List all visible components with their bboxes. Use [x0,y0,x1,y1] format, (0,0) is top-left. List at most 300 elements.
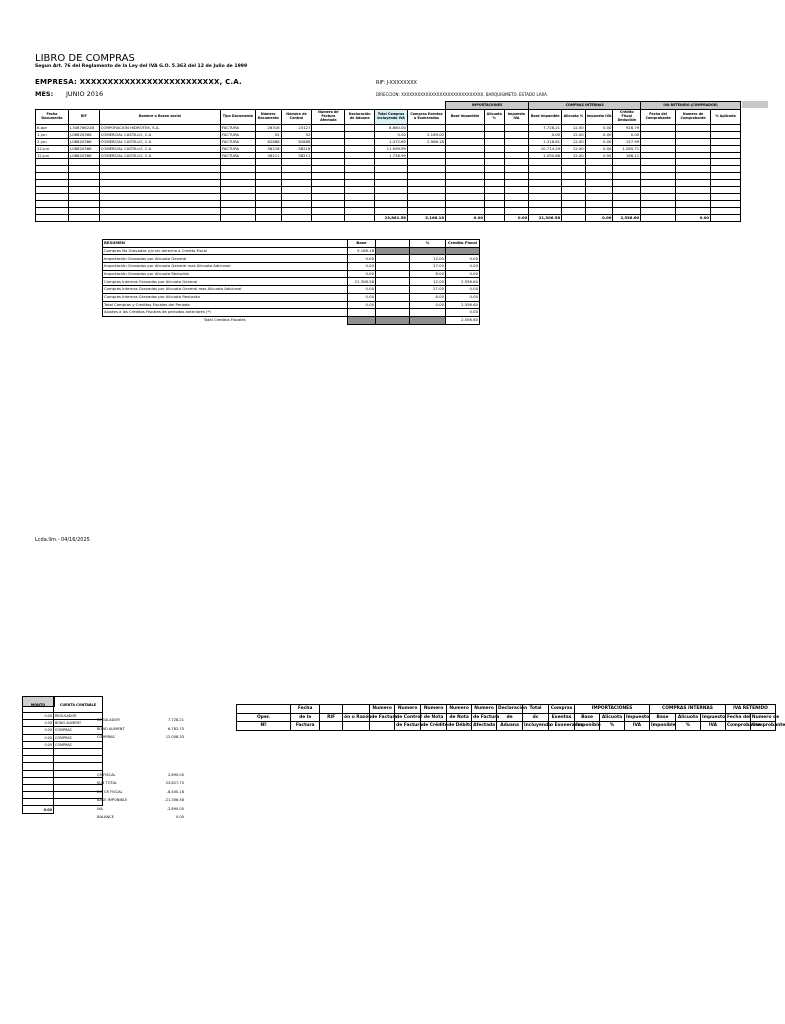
table-cell [676,180,711,187]
ledger-amount [23,777,54,784]
side-value: 12.008.33 [165,735,184,740]
table-cell [220,200,255,207]
table-cell: 1.550.88 [529,152,562,159]
table-cell [220,187,255,194]
bottom-header-cell: Numero de [751,714,780,720]
table-cell [711,200,741,207]
table-cell [676,200,711,207]
summary-cell: Compras No Gravadas y/o sin derecho a Credito Fiscal [103,247,348,255]
bottom-header-cell: Declaración [498,706,528,712]
summary-cell: 27.00 [410,286,446,294]
table-cell: 12-jun [36,152,69,159]
column-header: Número de Control [281,110,312,125]
table-cell [345,138,375,145]
table-cell: 1-jun [36,131,69,138]
total-cell [36,214,69,222]
table-cell [676,159,711,166]
table-row [36,125,741,132]
table-cell [312,180,345,187]
table-cell [220,166,255,173]
table-cell [562,200,586,207]
summary-row [103,278,480,286]
table-cell [562,207,586,214]
summary-cell [376,263,410,271]
bottom-header-cell: de Factura [371,714,398,720]
table-cell [641,187,676,194]
ledger-amount [23,792,54,799]
table-cell [220,207,255,214]
table-cell: 6-apr [36,125,69,132]
table-cell [529,187,562,194]
table-cell [312,207,345,214]
ledger-account [54,748,103,755]
company-rif: RIF: J-XXXXXXXX [376,80,417,86]
summary-cell [376,286,410,294]
bottom-header-cell: Imponible [576,723,601,729]
side-label: BONO ALIMENT [97,726,125,731]
summary-cell: 0.00 [410,301,446,309]
side-label: CR FISCAL [97,773,116,777]
summary-cell: 0.00 [446,309,480,317]
table-cell [485,207,505,214]
table-cell [345,200,375,207]
table-cell [445,166,484,173]
ledger-row [23,727,103,734]
summary-cell: 0.00 [446,293,480,301]
table-cell [641,131,676,138]
total-cell [220,214,255,222]
table-cell [613,193,641,200]
table-cell: 58218 [255,145,281,152]
table-cell [281,173,312,180]
bottom-header-cell [237,705,291,714]
table-cell [345,152,375,159]
side-label: BALANCE [97,815,114,819]
table-cell: FACTURA [220,131,255,138]
column-header: Compras Exentas o Exoneradas [407,110,445,125]
total-cell: 0.00 [585,214,613,222]
summary-cell: Importación Gravadas por Alicuota General mas Alicuota Adicional [103,263,348,271]
total-cell [281,214,312,222]
total-cell [485,214,505,222]
column-header: Numero de Comprobante [676,110,711,125]
table-cell [255,173,281,180]
table-row [36,145,741,152]
table-cell [255,193,281,200]
summary-total-row [103,316,480,324]
table-cell: 2-jun [36,138,69,145]
bottom-header-cell: % [600,722,625,731]
summary-cell: 0.00 [348,263,376,271]
summary-cell: 0.00 [446,270,480,278]
ledger-row [23,741,103,748]
table-cell [312,200,345,207]
summary-cell: 0.00 [348,301,376,309]
side-value: 0.00 [175,815,184,819]
table-cell [711,145,741,152]
total-cell [641,214,676,222]
column-header: Alicuota % [485,110,505,125]
column-header: % Aplicado [711,110,741,125]
table-cell [68,200,99,207]
bottom-header-cell: Afectada [473,723,496,729]
summary-row [103,286,480,294]
table-row-empty [36,207,741,214]
summary-cell: 27.00 [410,263,446,271]
table-cell [407,145,445,152]
column-header: Número Documento [255,110,281,125]
bottom-header-cell: de Factura [473,714,500,720]
table-cell [36,187,69,194]
table-cell [281,166,312,173]
bottom-header-cell [343,722,370,731]
table-cell [36,166,69,173]
bottom-header-cell: % [675,722,700,731]
bottom-header-cell: Numero [421,705,447,714]
table-cell [562,173,586,180]
table-cell: 10.714.29 [529,145,562,152]
table-cell: 12.00 [562,145,586,152]
bottom-header-cell: IMPORTACIONES [575,705,650,714]
table-cell [312,138,345,145]
table-cell [445,152,484,159]
table-cell: COMERCIAL CASTILLO, C.A [99,152,220,159]
table-cell [99,193,220,200]
ledger-row [23,784,103,791]
table-cell [485,152,505,159]
table-cell [68,159,99,166]
table-cell [504,125,529,132]
column-header: Base Imponible [529,110,562,125]
table-cell [504,200,529,207]
table-cell [68,193,99,200]
ledger-row [23,777,103,784]
summary-cell: 0.00 [446,286,480,294]
table-cell: 62888 [255,138,281,145]
bottom-header-cell: Exentas [549,713,575,722]
table-cell [641,125,676,132]
bottom-header-cell: o Exoneradas [550,723,584,729]
table-cell [562,187,586,194]
table-cell [711,131,741,138]
company-address: DIRECCION: XXXXXXXXXXXXXXXXXXXXXXXXXXXXXX. BARQUISIMETO. ESTADO LARA. [376,92,549,97]
table-cell [99,207,220,214]
table-cell [345,125,375,132]
summary-cell [410,247,446,255]
summary-cell: 0.00 [348,270,376,278]
bottom-header-table [236,704,785,731]
table-cell: FACTURA [220,145,255,152]
table-row-empty [36,173,741,180]
summary-row [103,255,480,263]
table-cell [281,193,312,200]
bottom-header-cell: IVA [624,722,649,731]
table-cell [529,159,562,166]
table-cell [445,200,484,207]
table-cell: 8.660.00 [375,125,408,132]
bottom-header-cell: IVA RETENIDO [725,705,775,714]
bottom-header-cell: dc [523,713,549,722]
ledger-amount: 0.00 [23,720,54,727]
table-cell: 2.966.18 [407,138,445,145]
table-cell [485,193,505,200]
ledger-row [23,734,103,741]
month-label: MES: [35,90,54,98]
table-cell [345,207,375,214]
table-cell [445,138,484,145]
table-cell [36,173,69,180]
table-cell: 12.00 [562,131,586,138]
table-cell [68,207,99,214]
table-cell: 12-jun [36,145,69,152]
total-cell: 0.00 [445,214,484,222]
bottom-header-cell: Alicuota [600,713,625,722]
table-cell: 23127 [281,125,312,132]
table-cell [711,193,741,200]
ledger-amount: 0.00 [23,734,54,741]
sheet-edge-tab [742,101,768,108]
bottom-header-cell: de la [291,713,320,722]
bottom-header-cell [343,705,370,714]
bottom-header-cell: de Crédito [422,723,448,729]
table-cell [407,187,445,194]
table-row-empty [36,180,741,187]
summary-total-value: 2.556.60 [446,316,480,324]
table-row [36,152,741,159]
table-cell [345,166,375,173]
table-row [36,131,741,138]
summary-cell [410,309,446,317]
table-cell [585,207,613,214]
summary-cell [446,247,480,255]
summary-cell [376,247,410,255]
table-cell [375,187,408,194]
bottom-header-cell: Base [575,713,600,722]
ledger-account [54,770,103,777]
ledger-table [22,696,103,814]
table-cell [255,207,281,214]
table-cell: FACTURA [220,125,255,132]
group-compras-internas: COMPRAS INTERNAS [529,102,641,110]
summary-header-cell: RESUMEN [103,240,348,248]
total-cell: 0.00 [676,214,711,222]
table-row [36,138,741,145]
bottom-header-cell: Incluyendo [524,723,552,729]
table-cell [407,166,445,173]
total-cell: 21,306.58 [529,214,562,222]
table-cell [641,173,676,180]
ledger-amount: 0.00 [23,741,54,748]
summary-cell: 2.556.60 [446,301,480,309]
summary-cell: Compras Internas Gravadas por Alicuota Reducida [103,293,348,301]
table-cell [312,131,345,138]
ledger-amount [23,784,54,791]
table-cell [345,187,375,194]
table-cell [255,166,281,173]
summary-cell: 0.00 [348,293,376,301]
ledger-account: COMPRAS [54,727,103,734]
side-label: SUB TOTAL [97,781,117,786]
bottom-header-cell: Total [523,705,549,714]
column-header: Fecha Documento [36,110,69,125]
summary-row [103,301,480,309]
bottom-header-cell: COMPRAS INTERNAS [649,705,725,714]
table-cell [504,207,529,214]
summary-cell: 8.00 [410,293,446,301]
table-cell [375,200,408,207]
ledger-header-row [23,697,103,713]
table-cell [676,173,711,180]
side-label: DIF CR FISCAL [97,789,123,794]
table-row-empty [36,200,741,207]
table-cell [68,173,99,180]
table-cell [585,180,613,187]
summary-row [103,247,480,255]
summary-cell [348,309,376,317]
ledger-row [23,756,103,763]
ledger-header-cell: MONTO [23,697,54,713]
table-cell: 1.472.60 [375,138,408,145]
table-cell: J-08820366 [68,131,99,138]
summary-cell [376,278,410,286]
ledger-amount: 0.00 [23,713,54,720]
table-cell [585,200,613,207]
table-cell [711,173,741,180]
table-cell [485,145,505,152]
total-cell: 0.00 [504,214,529,222]
table-cell [585,187,613,194]
table-cell [407,180,445,187]
table-cell [613,187,641,194]
table-cell: 58211 [255,152,281,159]
table-cell: J-08820366 [68,145,99,152]
table-cell: 0.00 [585,125,613,132]
table-cell [281,207,312,214]
table-cell [345,180,375,187]
table-cell [445,173,484,180]
table-cell: 157.99 [613,138,641,145]
ledger-header-cell: CUENTA CONTABLE [54,697,103,713]
table-cell [676,152,711,159]
side-value: -21.306.58 [164,798,184,803]
table-cell [485,166,505,173]
ledger-account: COMPRAS [54,741,103,748]
totals-row [36,214,741,222]
month-value: JUNIO 2016 [66,90,104,98]
table-cell [504,145,529,152]
table-cell [641,159,676,166]
table-cell [485,200,505,207]
table-cell [641,138,676,145]
bottom-header-cell: Base [649,713,675,722]
table-cell: J-08820366 [68,138,99,145]
bottom-header-row [237,722,776,731]
table-cell: 58211 [281,152,312,159]
ledger-account [54,792,103,799]
table-cell [641,207,676,214]
ledger-amount [23,799,54,806]
table-cell [711,187,741,194]
side-label: COMPRAS [97,735,115,740]
summary-cell: Importación Gravadas por Alicuota General [103,255,348,263]
bottom-header-cell: Compras [549,705,575,714]
table-cell [504,166,529,173]
bottom-header-cell: Fecha [291,705,320,714]
table-cell [445,131,484,138]
bottom-header-cell: Numero [370,705,395,714]
bottom-header-cell: Impuesto [625,714,650,720]
ledger-amount [23,763,54,770]
company-name: EMPRESA: XXXXXXXXXXXXXXXXXXXXXXXXX, C.A. [35,78,242,86]
summary-row [103,293,480,301]
column-header: Fecha del Comprobante [641,110,676,125]
table-cell [36,200,69,207]
table-cell [255,200,281,207]
bottom-header-cell [370,722,395,731]
summary-cell: Compras Internas Gravadas por Alicuota General [103,278,348,286]
table-cell [676,193,711,200]
summary-cell: 12.00 [410,278,446,286]
total-cell: 5,166.18 [407,214,445,222]
summary-table [102,239,480,325]
table-cell [407,125,445,132]
summary-cell [376,301,410,309]
table-cell [445,207,484,214]
ledger-row [23,770,103,777]
table-cell [281,159,312,166]
side-value: 7.728.21 [167,718,184,722]
bottom-header-cell: de Nota [421,713,447,722]
column-header: Nombre o Razon social [99,110,220,125]
table-cell [641,145,676,152]
table-cell [68,180,99,187]
column-header: Declaración de Aduana [345,110,375,125]
table-cell [711,152,741,159]
summary-cell: 0.00 [446,255,480,263]
table-cell [345,173,375,180]
side-value: 6.782.75 [167,726,184,731]
total-cell [711,214,741,222]
total-cell [68,214,99,222]
summary-cell [376,293,410,301]
table-cell [375,159,408,166]
total-cell: 23,861.58 [375,214,408,222]
table-cell [345,193,375,200]
column-header: Numero de Factura Afectada [312,110,345,125]
table-cell [99,166,220,173]
summary-header-cell: % [410,240,446,248]
table-cell: COMERCIAL CASTILLO, C.A [99,138,220,145]
table-cell: 1.285.71 [613,145,641,152]
bottom-header-cell: Comprobante [726,723,761,729]
ledger-account: BONO ALIMENT [54,720,103,727]
summary-cell [376,309,410,317]
table-cell [676,166,711,173]
table-cell [676,207,711,214]
table-cell [641,200,676,207]
group-importaciones: IMPORTACIONES [445,102,528,110]
total-cell [345,214,375,222]
table-cell [445,125,484,132]
table-cell [613,166,641,173]
table-cell [504,187,529,194]
table-cell [641,180,676,187]
ledger-total-row [23,806,103,813]
table-cell [281,180,312,187]
ledger-row [23,763,103,770]
column-header: Alicuota % [562,110,586,125]
table-cell [562,180,586,187]
